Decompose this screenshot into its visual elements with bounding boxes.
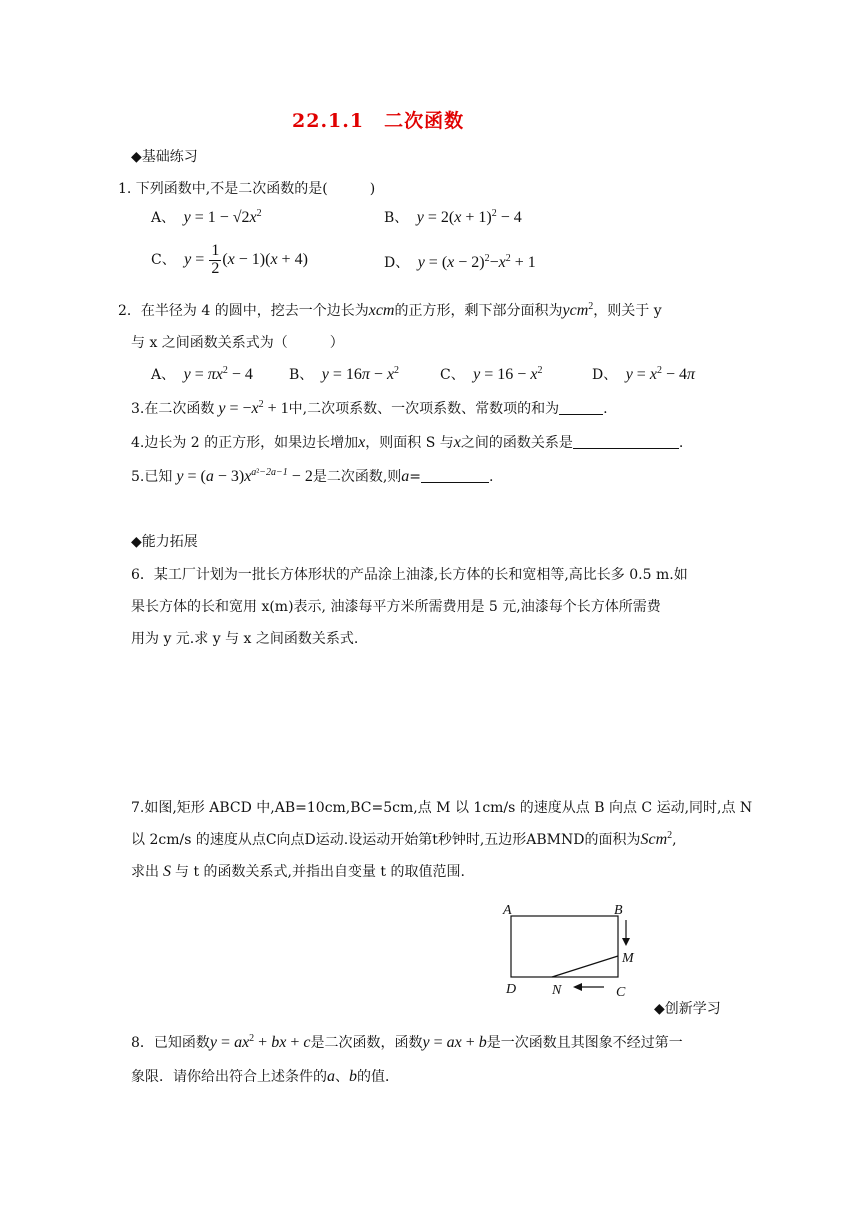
option-label: A、 [151, 210, 176, 226]
section-heading-basic: ◆基础练习 [131, 149, 198, 165]
rectangle-figure [500, 898, 650, 1002]
math-expression: a [401, 468, 410, 485]
math-expression: $y = 16 - x^2$ [469, 365, 543, 383]
label-a: A [503, 903, 512, 918]
q2-option-a: A、 $y = \pi x^2 - 4$ [151, 365, 253, 383]
question-6-line-2: 果长方体的长和宽用 x(m)表示, 油漆每平方米所需费用是 5 元,油漆每个长方体所需费 [131, 599, 661, 615]
question-6-line-1: 6．某工厂计划为一批长方体形状的产品涂上油漆,长方体的长和宽相等,高比长多 0.5 m.如 [131, 567, 688, 583]
arrow-left-head-icon [573, 983, 582, 991]
math-expression: xcm [368, 302, 395, 319]
label-b: B [614, 903, 623, 918]
q1-option-a [151, 207, 262, 227]
math-expression: x [358, 434, 366, 451]
question-5: 5.已知 $y = (a - 3)x^{a^2-2a-1} - 2$是二次函数,则a= . [131, 467, 494, 485]
q1-option-d [384, 252, 536, 272]
q1-option-c [151, 243, 308, 278]
question-7-line-1: 7.如图,矩形 ABCD 中,AB=10cm,BC=5cm,点 M 以 1cm/s 的速度从点 B 向点 C 运动,同时,点 N [131, 800, 753, 816]
option-label: C、 [151, 251, 176, 268]
question-1-stem: 1. 下列函数中,不是二次函数的是( ) [118, 181, 376, 197]
page-title: 22.1.1 二次函数 [292, 110, 465, 132]
math-expression: $y = ax^2$ + bx + c [209, 1033, 311, 1051]
question-4: 4.边长为 2 的正方形，如果边长增加x，则面积 S 与x之间的函数关系是 . [131, 434, 684, 451]
label-d: D [506, 982, 517, 997]
question-2-line-1: 2．在半径为 4 的圆中，挖去一个边长为xcm的正方形，剩下部分面积为ycm$^2$，则关于 y [118, 301, 662, 319]
answer-blank[interactable] [421, 468, 489, 483]
math-expression: $y = (a - 3)x^{a^2-2a-1} - 2$ [172, 467, 313, 485]
option-label: B、 [384, 210, 409, 226]
math-expression: S [159, 863, 175, 880]
q2-option-b: B、 $y = 16\pi - x^2$ [289, 365, 400, 383]
answer-blank[interactable] [559, 400, 603, 415]
math-expression: $y = -x^2 + 1$ [214, 399, 289, 417]
math-expression: ycm$^2$ [562, 301, 594, 319]
math-expression: b [349, 1068, 357, 1085]
question-7-line-2: 以 2cm/s 的速度从点C向点D运动.设运动开始第t秒钟时,五边形ABMND的面积为Scm$^2$, [131, 830, 677, 848]
section-heading-creative: ◆创新学习 [654, 1001, 721, 1017]
math-expression: y = ax + b [422, 1034, 487, 1051]
label-m: M [622, 951, 634, 966]
q2-option-c: C、 $y = 16 - x^2$ [440, 365, 543, 383]
q2-option-d: D、 $y = x^2 - 4\pi$ [592, 365, 695, 383]
label-c: C [616, 985, 626, 1000]
question-8-line-2: 象限．请你给出符合上述条件的a、b的值． [131, 1068, 399, 1085]
question-7-line-3: 求出 S 与 t 的函数关系式,并指出自变量 t 的取值范围. [131, 863, 465, 880]
math-expression: $y = 16\pi - x^2$ [317, 365, 400, 383]
rectangle-abcd [511, 916, 618, 977]
math-expression: Scm$^2$ [640, 830, 673, 848]
question-3: 3.在二次函数 $y = -x^2 + 1$中,二次项系数、一次项系数、常数项的和为 . [131, 399, 608, 417]
question-2-line-2: 与 x 之间函数关系式为（ ） [131, 335, 344, 351]
label-n: N [552, 983, 562, 998]
math-expression: $y = 2(x + 1)^2 - 4$ [412, 208, 522, 226]
question-6-line-3: 用为 y 元.求 y 与 x 之间函数关系式. [131, 631, 359, 647]
question-8-line-1: 8．已知函数$y = ax^2$ + bx + c是二次函数，函数y = ax + b是一次函数且其图象不经过第一 [131, 1033, 683, 1051]
answer-blank[interactable] [573, 434, 679, 449]
math-expression: a [327, 1068, 335, 1085]
segment-mn [552, 956, 618, 977]
q1-option-b [384, 207, 522, 227]
math-expression: $y = (x - 2)^2-x^2 + 1$ [413, 253, 536, 271]
arrow-down-head-icon [622, 938, 630, 946]
math-expression: y = $\frac{1}{2}$ (x − 1)(x + 4) [180, 242, 308, 277]
math-expression: $y = \pi x^2 - 4$ [179, 365, 253, 383]
math-expression: $y = 1 - √2x^2$ [179, 208, 262, 226]
option-label: D、 [384, 255, 410, 271]
math-expression: x [453, 434, 461, 451]
section-heading-ability: ◆能力拓展 [131, 534, 198, 550]
math-expression: $y = x^2 - 4\pi$ [621, 365, 695, 383]
